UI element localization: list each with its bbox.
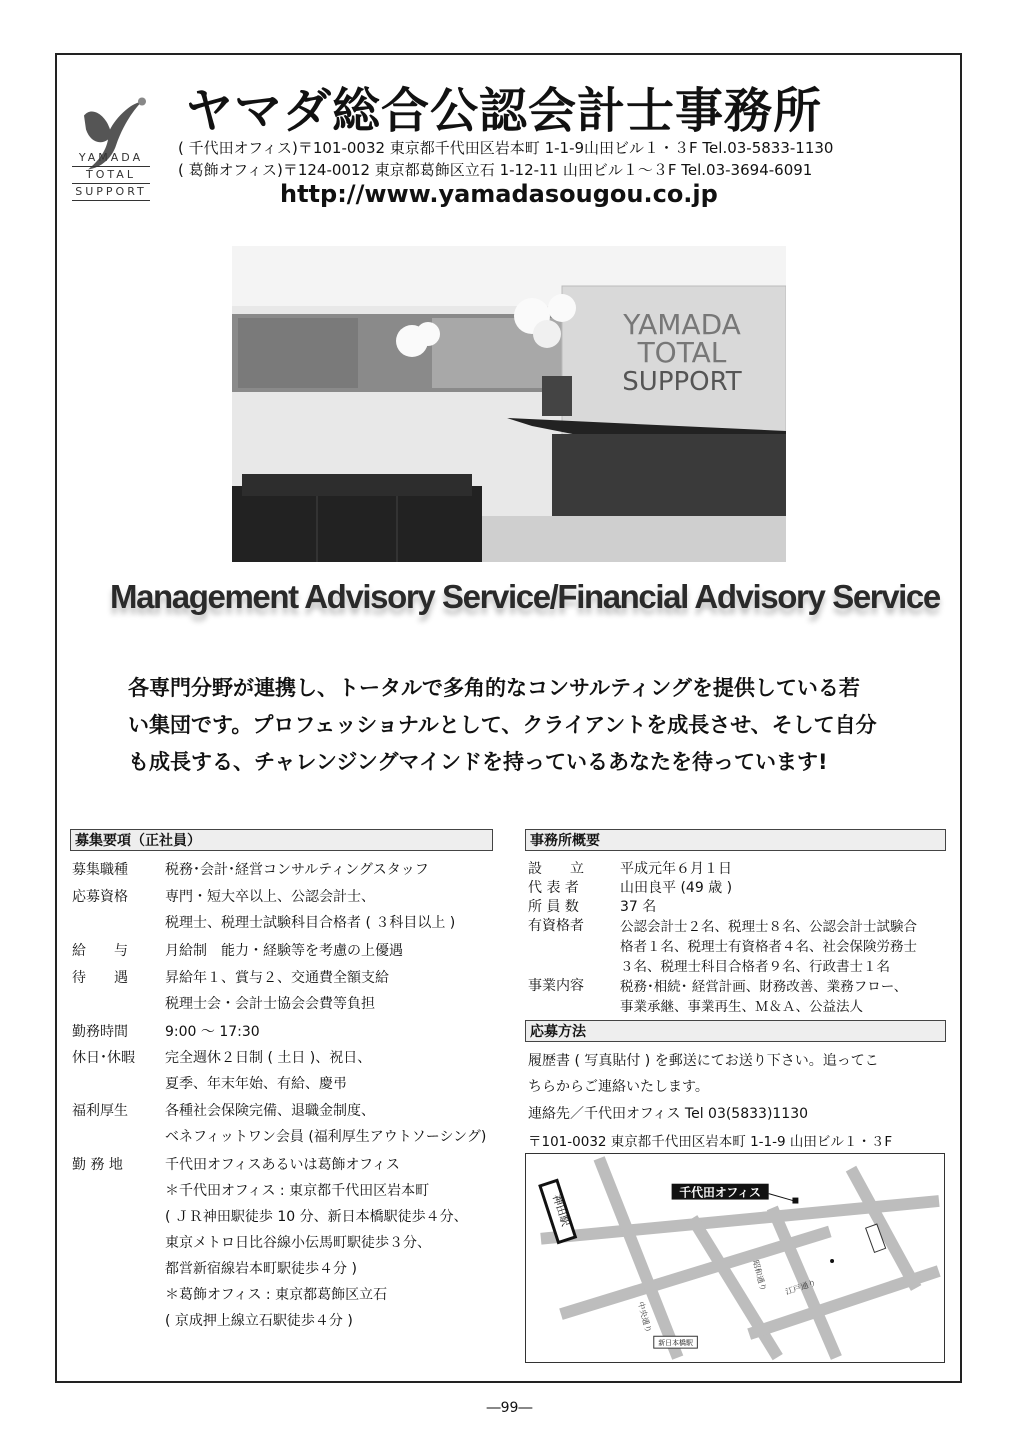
road-chuo: 中央通り	[636, 1300, 653, 1334]
recruit-value: ＊葛飾オフィス : 東京都葛飾区立石	[165, 1287, 388, 1303]
office-label: 事業内容	[528, 978, 584, 994]
recruit-value: 各種社会保険完備、退職金制度、	[165, 1103, 375, 1119]
wall-sign-line-3: SUPPORT	[622, 367, 742, 397]
office-value: 格者１名、税理士有資格者４名、社会保険労務士	[620, 939, 917, 955]
office-label: 設 立	[528, 861, 584, 877]
recruit-label: 募集職種	[72, 862, 128, 878]
office-label: 代 表 者	[528, 880, 579, 896]
recruit-label: 勤務時間	[72, 1024, 128, 1040]
office-value: ３名、税理士科目合格者９名、行政書士１名	[620, 959, 890, 975]
logo-line-1: YAMADA	[72, 150, 150, 167]
page-number: ―99―	[486, 1400, 533, 1416]
wall-sign-line-1: YAMADA	[623, 308, 741, 341]
apply-line: ちらからご連絡いたします。	[528, 1079, 709, 1095]
wall-sign-line-2: TOTAL	[637, 336, 727, 369]
address-katsushika: ( 葛飾オフィス)〒124-0012 東京都葛飾区立石 1-12-11 山田ビル１～３F Tel.03-3694-6091	[178, 161, 813, 179]
access-map	[525, 1153, 945, 1363]
intro-line: い集団です。プロフェッショナルとして、クライアントを成長させ、そして自分	[128, 713, 877, 737]
road-edo: 江戸通り	[784, 1278, 818, 1297]
recruit-value: ( 京成押上線立石駅徒歩４分 )	[165, 1313, 353, 1329]
recruit-value: ( ＪＲ神田駅徒歩 10 分、新日本橋駅徒歩４分、	[165, 1209, 468, 1225]
recruit-value: 夏季、年末年始、有給、慶弔	[165, 1076, 347, 1092]
recruit-value: 税理士、税理士試験科目合格者 ( ３科目以上 )	[165, 915, 456, 931]
logo-line-2: TOTAL	[72, 167, 150, 184]
office-value: 平成元年６月１日	[620, 861, 732, 877]
office-value: 公認会計士２名、税理士８名、公認会計士試験合	[620, 919, 917, 935]
service-tagline: Management Advisory Service/Financial Advisory Service	[110, 578, 940, 615]
apply-line: 履歴書 ( 写真貼付 ) を郵送にてお送り下さい。追ってこ	[528, 1053, 879, 1069]
logo-dot	[138, 98, 146, 106]
recruit-value: 昇給年１、賞与２、交通費全額支給	[165, 970, 389, 986]
map-poi-marker	[830, 1259, 834, 1263]
intro-line: も成長する、チャレンジングマインドを持っているあなたを待っています!	[128, 750, 828, 774]
recruit-value: 税務･会計･経営コンサルティングスタッフ	[165, 862, 429, 878]
station-label: 神田駅	[549, 1192, 573, 1228]
address-chiyoda: ( 千代田オフィス)〒101-0032 東京都千代田区岩本町 1-1-9山田ビル１・３F Tel.03-5833-1130	[178, 139, 834, 157]
office-value: 税務･相続･ 経営計画、財務改善、業務フロー、	[620, 979, 908, 995]
recruit-value: 東京メトロ日比谷線小伝馬町駅徒歩３分、	[165, 1235, 431, 1251]
office-label-text: 千代田オフィス	[679, 1185, 762, 1200]
apply-contact: 連絡先／千代田オフィス Tel 03(5833)1130	[528, 1106, 809, 1122]
recruit-value: ベネフィットワン会員 (福利厚生アウトソーシング)	[165, 1129, 487, 1145]
recruit-value: 月給制 能力・経験等を考慮の上優遇	[165, 943, 403, 959]
office-location-marker	[792, 1198, 798, 1204]
recruit-label: 応募資格	[72, 889, 128, 905]
office-reception-photo	[232, 246, 786, 562]
shin-nihombashi-label: 新日本橋駅	[658, 1339, 693, 1348]
recruit-label: 福利厚生	[72, 1103, 128, 1119]
firm-title: ヤマダ総合公認会計士事務所	[185, 83, 823, 139]
office-value: 37 名	[620, 899, 657, 915]
recruit-value: ＊千代田オフィス : 東京都千代田区岩本町	[165, 1183, 430, 1199]
office-label: 所 員 数	[528, 899, 579, 915]
office-value: 事業承継、事業再生、Ｍ＆Ａ、公益法人	[620, 999, 863, 1015]
recruit-heading: 募集要項（正社員）	[70, 829, 493, 851]
recruit-value: 専門・短大卒以上、公認会計士、	[165, 889, 375, 905]
recruit-value: 税理士会・会計士協会会費等負担	[165, 996, 375, 1012]
recruit-label: 休日･休暇	[72, 1050, 135, 1066]
office-label: 有資格者	[528, 918, 584, 934]
recruit-label: 待 遇	[72, 970, 128, 986]
recruit-value: 都営新宿線岩本町駅徒歩４分 )	[165, 1261, 357, 1277]
apply-heading: 応募方法	[525, 1020, 946, 1042]
intro-paragraph	[128, 670, 918, 781]
logo-wordmark	[72, 150, 150, 201]
recruit-value: 千代田オフィスあるいは葛飾オフィス	[165, 1157, 400, 1173]
logo-line-3: SUPPORT	[72, 184, 150, 201]
office-value: 山田良平 (49 歳 )	[620, 880, 733, 896]
website-url[interactable]: http://www.yamadasougou.co.jp	[280, 180, 718, 208]
apply-address: 〒101-0032 東京都千代田区岩本町 1-1-9 山田ビル１・３F	[528, 1134, 893, 1150]
recruit-value: 9:00 ～ 17:30	[165, 1024, 260, 1040]
road-showa: 昭和通り	[750, 1259, 768, 1293]
intro-line: 各専門分野が連携し、トータルで多角的なコンサルティングを提供している若	[128, 676, 860, 700]
recruit-label: 給 与	[72, 943, 128, 959]
recruit-value: 完全週休２日制 ( 土日 )、祝日、	[165, 1050, 372, 1066]
recruit-label: 勤 務 地	[72, 1157, 123, 1173]
office-heading: 事務所概要	[525, 829, 946, 851]
